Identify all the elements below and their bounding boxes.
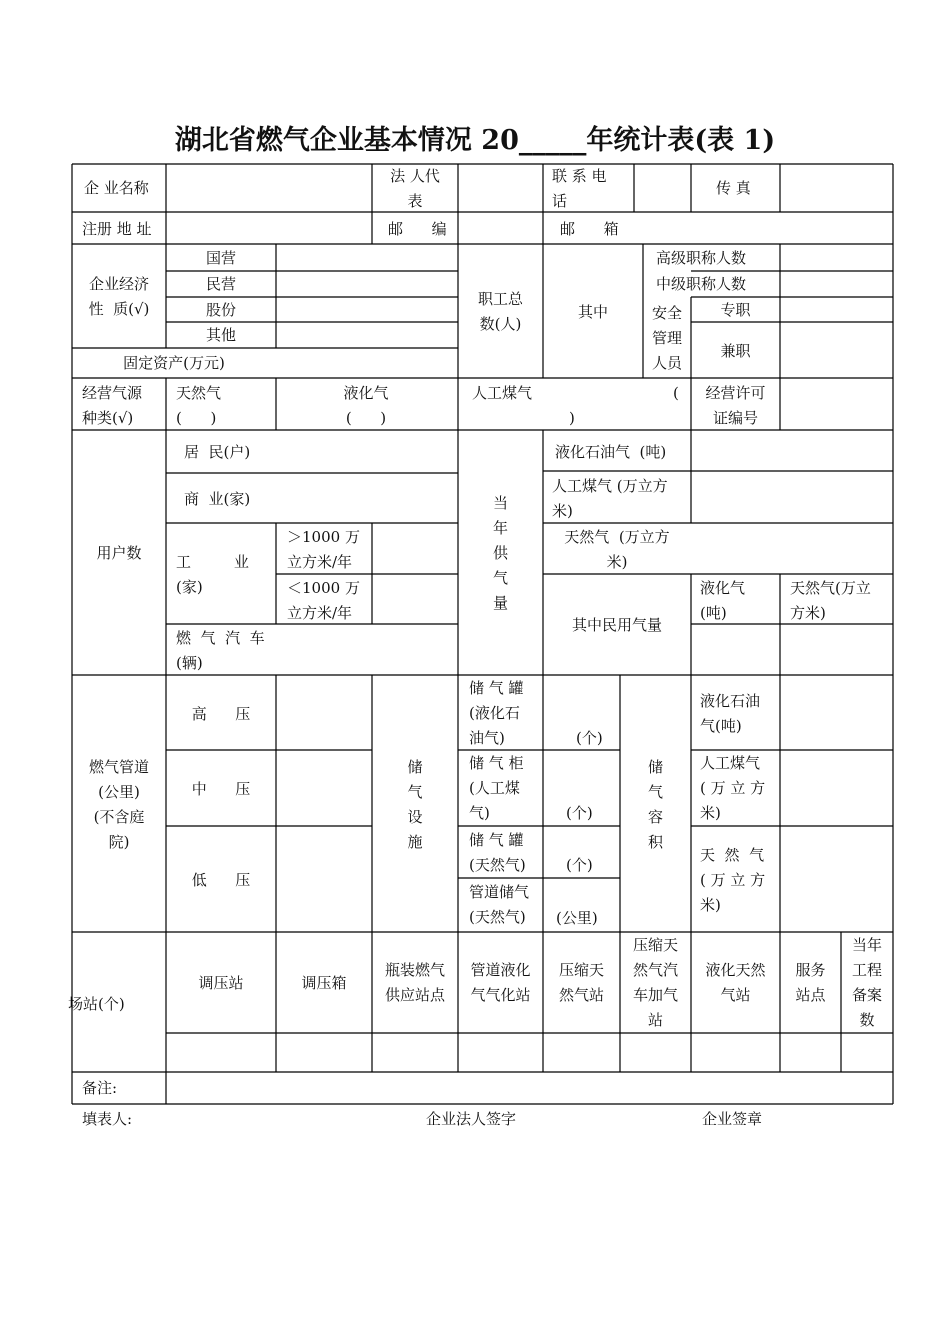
label-volume-lpg: 液化石油 气(吨) bbox=[700, 692, 761, 735]
label-residential: 居 民(户) bbox=[184, 443, 251, 461]
station-cng: 压缩天 然气站 bbox=[558, 961, 604, 1004]
label-stations: 场站(个) bbox=[68, 995, 125, 1013]
label-legal-signature: 企业法人签字 bbox=[426, 1110, 517, 1128]
label-part-time: 兼职 bbox=[720, 342, 751, 360]
label-email: 邮 箱 bbox=[560, 220, 619, 238]
label-ng-tank: 储 气 罐 (天然气) bbox=[469, 831, 526, 874]
label-gas-holder-unit: (个) bbox=[566, 804, 593, 822]
label-lpg-tank-unit: (个) bbox=[576, 729, 603, 747]
option-private: 民营 bbox=[205, 275, 236, 293]
label-commercial: 商 业(家) bbox=[184, 490, 251, 508]
artificial-gas-paren-close: ) bbox=[569, 409, 575, 427]
label-storage-volume: 储 气 容 积 bbox=[647, 758, 663, 851]
label-fixed-assets: 固定资产(万元) bbox=[123, 354, 225, 372]
label-storage-facilities: 储 气 设 施 bbox=[407, 758, 423, 851]
label-supply-artificial: 人工煤气 (万立方 米) bbox=[552, 477, 668, 520]
label-company-name: 企 业名称 bbox=[84, 179, 149, 197]
option-joint-stock: 股份 bbox=[205, 301, 236, 319]
label-industrial-under-1000: ＜1000 万 立方米/年 bbox=[287, 579, 360, 622]
label-lpg-tank: 储 气 罐 (液化石 油气) bbox=[469, 679, 524, 747]
station-pressure-regulating-box: 调压箱 bbox=[301, 974, 347, 992]
label-medium-pressure: 中 压 bbox=[191, 780, 251, 798]
label-civil-natural: 天然气(万立 方米) bbox=[790, 579, 871, 622]
option-artificial-gas: 人工煤气 bbox=[472, 384, 533, 402]
option-state-owned: 国营 bbox=[205, 249, 236, 267]
label-postcode: 邮 编 bbox=[388, 220, 447, 238]
label-supply-lpg: 液化石油气 (吨) bbox=[555, 443, 667, 461]
page-title: 湖北省燃气企业基本情况 20_____年统计表(表 1) bbox=[174, 125, 776, 156]
station-cng-refueling: 压缩天 然气汽 车加气 站 bbox=[632, 936, 678, 1029]
label-form-filler: 填表人: bbox=[82, 1110, 133, 1128]
label-license-number: 经营许可 证编号 bbox=[705, 384, 766, 427]
label-volume-artificial: 人工煤气 ( 万 立 方 米) bbox=[700, 754, 766, 822]
station-lpg-gasification: 管道液化 气气化站 bbox=[470, 961, 531, 1004]
label-full-time: 专职 bbox=[720, 301, 751, 319]
label-pipeline-storage: 管道储气 (天然气) bbox=[469, 883, 530, 926]
label-volume-natural: 天 然 气 ( 万 立 方 米) bbox=[700, 846, 766, 914]
station-project-filings: 当年 工程 备案 数 bbox=[851, 936, 882, 1029]
label-pipeline-storage-unit: (公里) bbox=[556, 909, 598, 927]
label-middle-title-count: 中级职称人数 bbox=[656, 275, 747, 293]
label-civil-gas-volume: 其中民用气量 bbox=[571, 616, 662, 634]
station-bottled-gas-supply: 瓶装燃气 供应站点 bbox=[384, 961, 445, 1004]
label-high-pressure: 高 压 bbox=[191, 705, 251, 723]
label-among-them: 其中 bbox=[577, 303, 608, 321]
label-gas-source-type: 经营气源 种类(√) bbox=[82, 384, 143, 427]
station-pressure-regulating-station: 调压站 bbox=[198, 974, 244, 992]
label-ng-tank-unit: (个) bbox=[566, 856, 593, 874]
label-company-seal: 企业签章 bbox=[702, 1110, 763, 1128]
label-registered-address: 注册 地 址 bbox=[82, 220, 152, 238]
label-total-staff: 职工总 数(人) bbox=[477, 290, 523, 333]
label-supply-natural: 天然气 (万立方 米) bbox=[564, 528, 670, 571]
option-natural-gas: 天然气 ( ) bbox=[176, 384, 222, 427]
label-gas-vehicles: 燃 气 汽 车 (辆) bbox=[176, 629, 265, 672]
artificial-gas-paren-open: ( bbox=[673, 384, 679, 402]
label-legal-representative: 法 人代 表 bbox=[390, 167, 440, 210]
label-low-pressure: 低 压 bbox=[191, 871, 251, 889]
station-service-points: 服务 站点 bbox=[795, 961, 826, 1004]
label-remarks: 备注: bbox=[82, 1079, 118, 1097]
option-lpg: 液化气 ( ) bbox=[343, 384, 389, 427]
station-lng: 液化天然 气站 bbox=[705, 961, 766, 1004]
label-gas-pipeline: 燃气管道 (公里) (不含庭 院) bbox=[88, 758, 149, 851]
label-user-count: 用户数 bbox=[96, 544, 142, 562]
label-economic-nature: 企业经济 性 质(√) bbox=[88, 275, 150, 318]
label-phone: 联 系 电 话 bbox=[552, 167, 607, 210]
label-gas-holder: 储 气 柜 (人工煤 气) bbox=[469, 754, 524, 822]
label-fax: 传 真 bbox=[716, 179, 751, 197]
label-annual-gas-supply: 当 年 供 气 量 bbox=[492, 494, 508, 612]
label-industrial-over-1000: ＞1000 万 立方米/年 bbox=[287, 528, 360, 571]
label-senior-title-count: 高级职称人数 bbox=[656, 249, 747, 267]
label-industrial: 工 业 (家) bbox=[176, 553, 249, 596]
label-civil-lpg: 液化气 (吨) bbox=[700, 579, 746, 622]
option-other: 其他 bbox=[205, 326, 236, 344]
label-safety-staff: 安全 管理 人员 bbox=[651, 304, 682, 372]
